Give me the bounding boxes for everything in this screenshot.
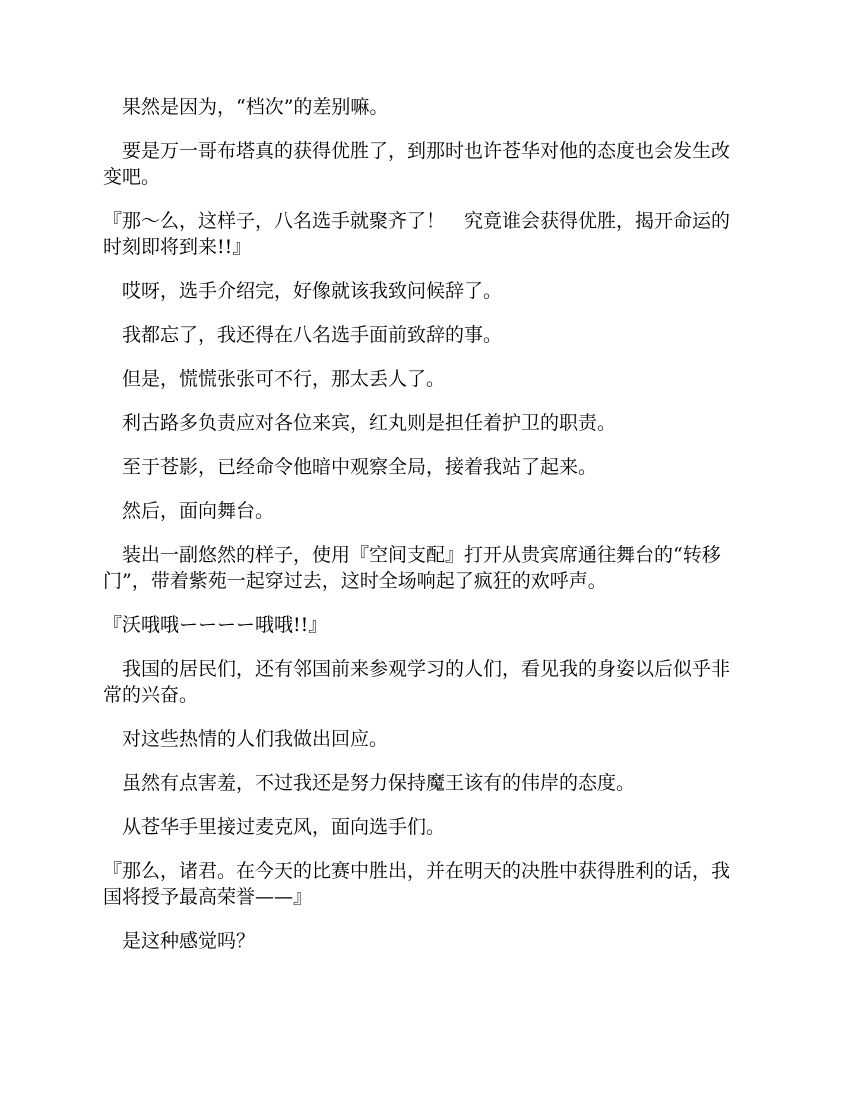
dialogue-paragraph: 『那么，诸君。在今天的比赛中胜出，并在明天的决胜中获得胜利的话，我国将授予最高荣誉——』 (103, 860, 731, 908)
paragraph: 哎呀，选手介绍完，好像就该我致问候辞了。 (122, 280, 503, 302)
paragraph: 要是万一哥布塔真的获得优胜了，到那时也许苍华对他的态度也会发生改变吧。 (103, 140, 731, 188)
paragraph: 装出一副悠然的样子，使用『空间支配』打开从贵宾席通往舞台的“转移门”，带着紫苑一起穿过去，这时全场响起了疯狂的欢呼声。 (103, 544, 721, 592)
paragraph: 虽然有点害羞，不过我还是努力保持魔王该有的伟岸的态度。 (122, 772, 636, 794)
paragraph: 我都忘了，我还得在八名选手面前致辞的事。 (122, 324, 503, 346)
paragraph: 对这些热情的人们我做出回应。 (122, 728, 389, 750)
paragraph: 是这种感觉吗？ (122, 930, 256, 952)
paragraph: 然后，面向舞台。 (122, 500, 275, 522)
paragraph: 利古路多负责应对各位来宾，红丸则是担任着护卫的职责。 (122, 412, 617, 434)
paragraph: 从苍华手里接过麦克风，面向选手们。 (122, 816, 446, 838)
paragraph: 但是，慌慌张张可不行，那太丢人了。 (122, 368, 446, 390)
paragraph: 至于苍影，已经命令他暗中观察全局，接着我站了起来。 (122, 456, 598, 478)
dialogue-paragraph: 『那～么，这样子，八名选手就聚齐了！ 究竟谁会获得优胜，揭开命运的时刻即将到来!!』 (103, 210, 731, 258)
dialogue-paragraph: 『沃哦哦ーーーー哦哦!!』 (103, 614, 328, 636)
paragraph: 果然是因为，“档次”的差别嘛。 (122, 96, 389, 118)
document-page (103, 94, 748, 972)
paragraph: 我国的居民们，还有邻国前来参观学习的人们，看见我的身姿以后似乎非常的兴奋。 (103, 658, 731, 706)
